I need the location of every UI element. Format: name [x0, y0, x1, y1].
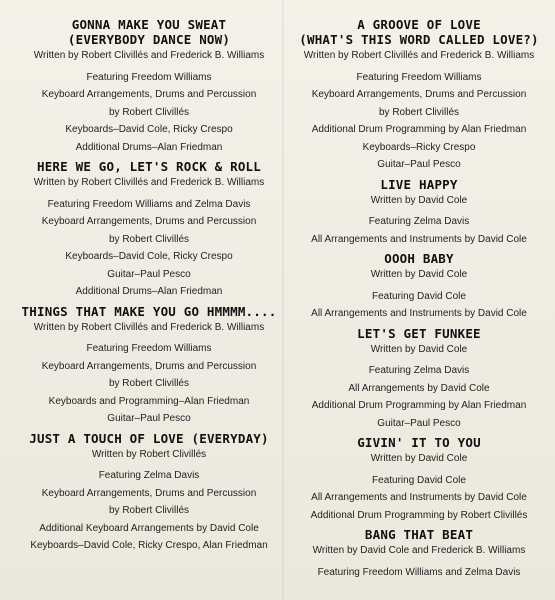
performer-credit: Featuring Freedom Williams [86, 71, 212, 83]
performer-credit: Keyboard Arrangements, Drums and Percussion [41, 216, 257, 227]
performer-credit: Guitar–Paul Pesco [377, 417, 461, 429]
performer-credit: Guitar–Paul Pesco [377, 159, 461, 170]
track-credits [22, 304, 277, 428]
performer-credit: Featuring David Cole [372, 474, 466, 486]
track-credits [34, 159, 264, 301]
performer-credit: Additional Drum Programming by Robert Clivillés [310, 509, 528, 521]
performer-credit: Keyboard Arrangements, Drums and Percussion [41, 487, 257, 499]
track-title: OOOH BABY [384, 251, 454, 266]
writer-credit: Written by Robert Clivillés and Frederick B. Williams [33, 321, 265, 333]
track-credits [299, 17, 539, 174]
performer-credit: Guitar–Paul Pesco [107, 413, 191, 424]
performer-credit: Keyboards and Programming–Alan Friedman [48, 395, 250, 407]
performer-credit: Featuring Freedom Williams and Zelma Davis [47, 198, 251, 210]
track-title: GIVIN' IT TO YOU [357, 435, 481, 450]
performer-credit: Featuring Zelma Davis [98, 470, 200, 481]
performer-credit: by Robert Clivillés [108, 106, 190, 118]
performer-credit: by Robert Clivillés [108, 378, 189, 389]
performer-credit: Additional Drums–Alan Friedman [75, 141, 223, 153]
track-credits [311, 177, 527, 249]
track-title: LET'S GET FUNKEE [357, 325, 481, 341]
writer-credit: Written by David Cole [370, 453, 468, 464]
left-column [14, 17, 284, 558]
track-credits [311, 435, 528, 524]
performer-credit: Featuring Zelma Davis [368, 216, 470, 227]
performer-credit: All Arrangements and Instruments by David Cole [311, 233, 527, 245]
performer-credit: by Robert Clivillés [108, 505, 190, 516]
performer-credit: All Arrangements by David Cole [348, 382, 490, 394]
track-title: LIVE HAPPY [380, 176, 458, 192]
right-column [288, 17, 550, 584]
track-credits [29, 431, 269, 555]
writer-credit: Written by Robert Clivillés and Frederick B. Williams [33, 177, 265, 188]
performer-credit: Featuring Zelma Davis [368, 365, 470, 376]
performer-credit: Keyboards–David Cole, Ricky Crespo, Alan Friedman [30, 540, 268, 551]
track-credits [312, 326, 527, 433]
performer-credit: Keyboard Arrangements, Drums and Percussion [41, 89, 257, 100]
performer-credit: Additional Drums–Alan Friedman [75, 286, 223, 297]
performer-credit: Keyboard Arrangements, Drums and Percussion [41, 360, 257, 372]
track-title: THINGS THAT MAKE YOU GO HMMMM.... [21, 303, 277, 319]
track-credits [313, 527, 526, 581]
writer-credit: Written by David Cole and Frederick B. Williams [312, 545, 526, 556]
performer-credit: Additional Drum Programming by Alan Friedman [311, 124, 527, 135]
performer-credit: Additional Drum Programming by Alan Friedman [311, 400, 527, 411]
performer-credit: by Robert Clivillés [378, 106, 460, 118]
track-title: (EVERYBODY DANCE NOW) [67, 32, 231, 47]
writer-credit: Written by David Cole [370, 194, 468, 206]
writer-credit: Written by Robert Clivillés and Frederick B. Williams [33, 50, 265, 61]
writer-credit: Written by David Cole [370, 343, 468, 355]
performer-credit: Keyboard Arrangements, Drums and Percussion [311, 89, 527, 100]
track-title: BANG THAT BEAT [364, 527, 474, 542]
track-title: GONNA MAKE YOU SWEAT [71, 17, 227, 32]
track-title: JUST A TOUCH OF LOVE (EVERYDAY) [29, 430, 269, 446]
performer-credit: Keyboards–David Cole, Ricky Crespo [65, 124, 233, 135]
performer-credit: Guitar–Paul Pesco [107, 268, 191, 280]
performer-credit: Keyboards–Ricky Crespo [362, 141, 476, 153]
track-credits [311, 251, 527, 323]
track-title: HERE WE GO, LET'S ROCK & ROLL [36, 159, 262, 174]
track-credits [34, 17, 264, 156]
performer-credit: All Arrangements and Instruments by David Cole [311, 308, 527, 319]
performer-credit: Featuring David Cole [372, 290, 466, 302]
performer-credit: by Robert Clivillés [108, 233, 190, 245]
performer-credit: Featuring Freedom Williams and Zelma Davis [317, 566, 521, 578]
writer-credit: Written by David Cole [370, 269, 468, 280]
performer-credit: Featuring Freedom Williams [86, 343, 212, 354]
performer-credit: Keyboards–David Cole, Ricky Crespo [65, 251, 233, 262]
performer-credit: Additional Keyboard Arrangements by David Cole [39, 522, 259, 534]
writer-credit: Written by Robert Clivillés and Frederick B. Williams [303, 50, 535, 61]
performer-credit: All Arrangements and Instruments by David Cole [311, 492, 527, 503]
performer-credit: Featuring Freedom Williams [356, 71, 482, 83]
track-title: A GROOVE OF LOVE [357, 17, 481, 32]
track-title: (WHAT'S THIS WORD CALLED LOVE?) [299, 32, 539, 47]
writer-credit: Written by Robert Clivillés [91, 448, 207, 460]
